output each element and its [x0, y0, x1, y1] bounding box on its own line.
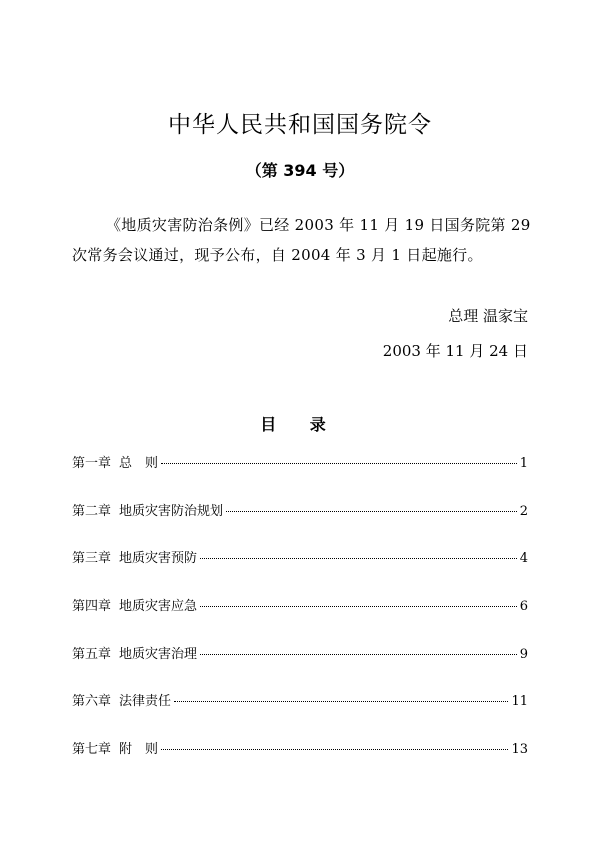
toc-heading: 法律责任 [119, 694, 172, 710]
toc-heading: 地质灾害防治规划 [119, 503, 224, 519]
toc-entry-6[interactable] [72, 690, 528, 738]
toc-entry-3[interactable] [72, 547, 528, 595]
toc-entry-5[interactable] [72, 643, 528, 691]
toc-entry-2[interactable] [72, 500, 528, 548]
toc-leader-dots [200, 606, 517, 607]
toc-page-number: 13 [511, 742, 528, 758]
toc-entry-4[interactable] [72, 595, 528, 643]
toc-chapter-label: 第二章 [72, 503, 112, 519]
toc-chapter-label: 第七章 [72, 742, 112, 758]
table-of-contents [72, 452, 528, 786]
signatory-name: 总理 温家宝 [448, 307, 528, 325]
toc-chapter-label: 第四章 [72, 599, 112, 615]
toc-page-number: 4 [519, 551, 528, 567]
toc-leader-dots [174, 701, 508, 702]
toc-title: 目 录 [260, 415, 340, 434]
toc-entry-7[interactable] [72, 738, 528, 786]
decree-body [72, 210, 532, 270]
toc-heading: 地质灾害应急 [119, 599, 198, 615]
toc-page-number: 1 [519, 456, 528, 471]
toc-leader-dots [200, 558, 517, 559]
toc-chapter-label: 第五章 [72, 646, 112, 662]
toc-page-number: 6 [519, 599, 528, 615]
toc-chapter-label: 第三章 [72, 551, 112, 567]
signature-date: 2003 年 11 月 24 日 [382, 342, 528, 360]
toc-chapter-label: 第六章 [72, 694, 112, 710]
toc-page-number: 2 [519, 503, 528, 519]
toc-heading: 总 则 [119, 456, 159, 471]
toc-leader-dots [200, 654, 517, 655]
toc-page-number: 9 [519, 646, 528, 662]
decree-body-line-1: 《地质灾害防治条例》已经 2003 年 11 月 19 日国务院第 29 [106, 216, 531, 234]
toc-entry-1[interactable] [72, 452, 528, 500]
toc-heading: 附 则 [119, 742, 159, 758]
decree-body-line-2: 次常务会议通过，现予公布，自 2004 年 3 月 1 日起施行。 [72, 246, 483, 264]
toc-chapter-label: 第一章 [72, 456, 112, 471]
toc-heading: 地质灾害预防 [119, 551, 198, 567]
toc-leader-dots [226, 511, 517, 512]
toc-page-number: 11 [511, 694, 528, 710]
decree-number: （第 394 号） [245, 161, 355, 180]
toc-leader-dots [161, 749, 508, 750]
decree-title: 中华人民共和国国务院令 [168, 112, 432, 138]
toc-heading: 地质灾害治理 [119, 646, 198, 662]
toc-leader-dots [161, 463, 517, 464]
